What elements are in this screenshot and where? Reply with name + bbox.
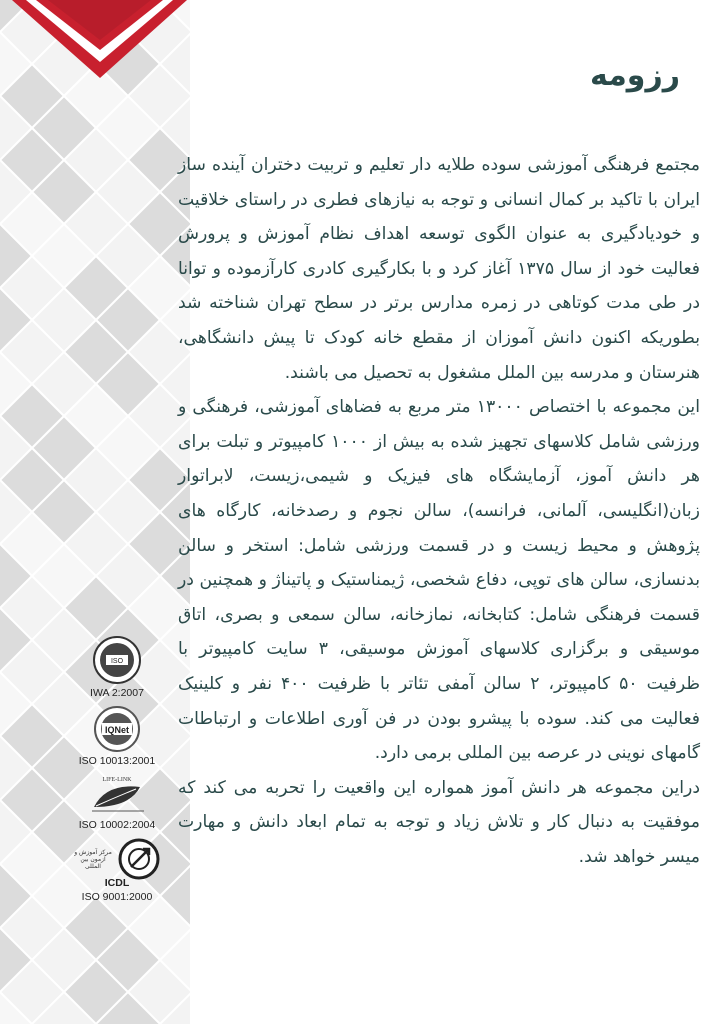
life-link-leaf-icon	[86, 773, 148, 817]
cert-iwa	[90, 635, 144, 699]
top-chevron-decoration	[12, 0, 187, 80]
cert-caption-10002: ISO 10002:2004	[78, 819, 156, 831]
icdl-org-text: مرکز آموزش و آزمون بین المللی	[74, 848, 112, 870]
cert-iso-10002	[79, 773, 155, 831]
cert-caption-iwa: IWA 2:2007	[90, 687, 144, 699]
page-title: رزومه	[590, 58, 680, 93]
paragraph-intro: مجتمع فرهنگی آموزشی سوده طلایه دار تعلیم و تربیت دختران آینده ساز ایران با تاکید بر کمال انسانی و توجه به نیازهای فطری در راستای خلاقیت و خودیادگیری به عنوان الگوی توسعه اهداف نظام آموزش و پرورش فعالیت خود از سال ۱۳۷۵ آغاز کرد و با بکارگیری کادری کارآزموده و توانا در طی مدت کوتاهی در زمره مدارس برتر در سطح تهران شناخته شد بطوریکه اکنون دانش آموزان از مقطع خانه کودک تا پیش دانشگاهی، هنرستان و مدرسه بین الملل مشغول به تحصیل می باشند.	[178, 155, 700, 383]
cert-iso-9001	[73, 837, 161, 903]
cert-caption-9001: ISO 9001:2000	[81, 891, 153, 903]
svg-text:IQNet: IQNet	[104, 725, 129, 735]
certifications-column	[58, 635, 176, 909]
cert-iso-10013	[79, 705, 155, 767]
iso-quality-seal-icon	[92, 635, 142, 685]
icdl-logo-icon	[117, 837, 161, 881]
cert-caption-10013: ISO 10013:2001	[78, 755, 156, 767]
paragraph-conclusion: دراین مجموعه هر دانش آموز همواره این واقعیت را تحربه می کند که موفقیت به دنبال کار و تلاش زیاد و توجه به تمام ابعاد دانش و مهارت میسر خواهد شد.	[178, 777, 700, 867]
resume-body	[178, 148, 700, 874]
svg-text:LIFE-LINK: LIFE-LINK	[102, 777, 132, 783]
paragraph-facilities: این مجموعه با اختصاص ۱۳۰۰۰ متر مربع به فضاهای آموزشی، فرهنگی و ورزشی شامل کلاسهای تجهیز شده به بیش از ۱۰۰۰ کامپیوتر و تبلت برای هر دانش آموز، آزمایشگاه های فیزیک و شیمی،زیست، لابراتوار زبان(انگلیسی، آلمانی، فرانسه)، سالن نجوم و رصدخانه، کارگاه های پژوهش و محیط زیست و در قسمت ورزشی شامل: استخر و سالن بدنسازی، سالن های توپی، دفاع شخصی، ژیمناستیک و پاتیناژ و همچنین در قسمت فرهنگی شامل: کتابخانه، نمازخانه، سالن سمعی و بصری، اتاق موسیقی و برگزاری کلاسهای آموزش موسیقی، ۳ سایت کامپیوتر با ظرفیت ۵۰ کامپیوتر، ۲ سالن آمفی تئاتر با ظرفیت ۴۰۰ نفر و کلینیک فعالیت می کند. سوده با پیشرو بودن در فن آوری اطلاعات و ارتباطات گامهای نوینی در عرصه بین المللی برمی دارد.	[178, 397, 701, 764]
icdl-label: ICDL	[104, 877, 130, 889]
svg-text:ISO: ISO	[110, 658, 124, 665]
iqnet-logo-icon	[92, 705, 142, 753]
